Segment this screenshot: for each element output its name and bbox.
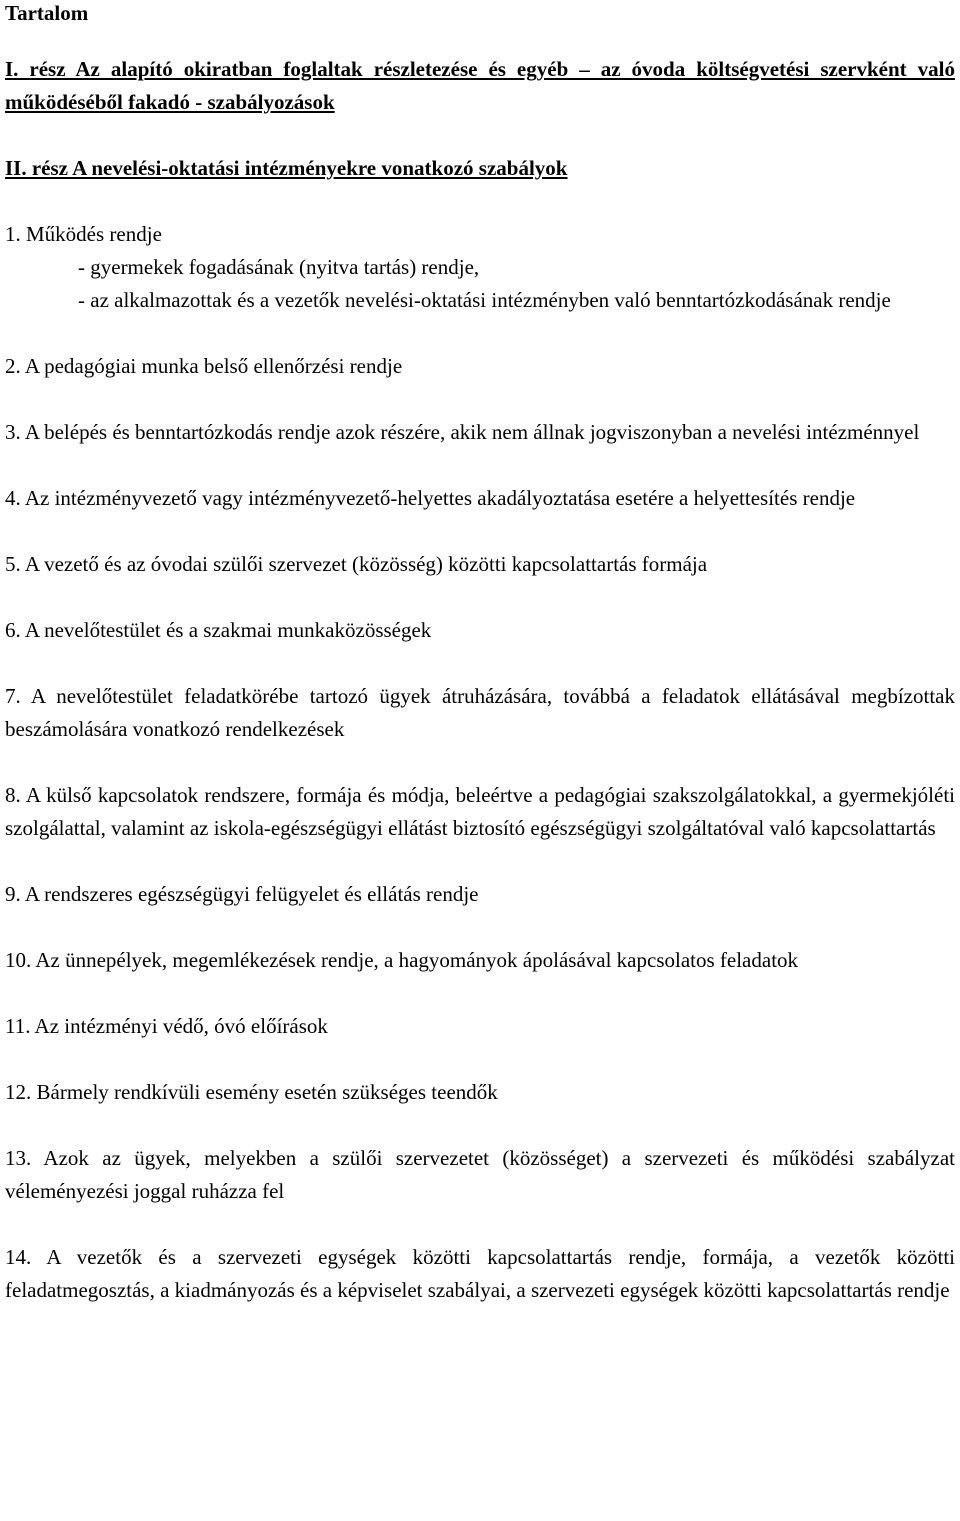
toc-item-8: 8. A külső kapcsolatok rendszere, formája és módja, beleértve a pedagógiai szakszolgálatokkal, a gyermekjóléti szolgálattal, valamint az iskola-egészségügyi ellátást biztosító egészségügyi szolgáltatóval való kapcsolattartás [5, 783, 955, 840]
toc-item-7: 7. A nevelőtestület feladatkörébe tartozó ügyek átruházására, továbbá a feladatok ellátásával megbízottak beszámolására vonatkozó rendelkezések [5, 684, 955, 741]
toc-item-1 [5, 218, 955, 317]
toc-item-3: 3. A belépés és benntartózkodás rendje azok részére, akik nem állnak jogviszonyban a nevelési intézménnyel [5, 420, 920, 444]
toc-item-9: 9. A rendszeres egészségügyi felügyelet és ellátás rendje [5, 882, 479, 906]
toc-item-2: 2. A pedagógiai munka belső ellenőrzési rendje [5, 354, 403, 378]
toc-item-5: 5. A vezető és az óvodai szülői szervezet (közösség) közötti kapcsolattartás formája [5, 552, 708, 576]
toc-part-2: II. rész A nevelési-oktatási intézményekre vonatkozó szabályok [5, 156, 568, 180]
toc-item-14: 14. A vezetők és a szervezeti egységek közötti kapcsolattartás rendje, formája, a vezetők közötti feladatmegosztás, a kiadmányozás és a képviselet szabályai, a szervezeti egységek közötti kapcsolattartás rendje [5, 1245, 955, 1302]
toc-item-1-heading: 1. Működés rendje [5, 222, 162, 246]
toc-part-1: I. rész Az alapító okiratban foglaltak részletezése és egyéb – az óvoda költségvetési szervként való működéséből fakadó - szabályozások [5, 57, 955, 114]
toc-item-12: 12. Bármely rendkívüli esemény esetén szükséges teendők [5, 1080, 498, 1104]
toc-item-1-sub-2: - az alkalmazottak és a vezetők nevelési-oktatási intézményben való benntartózkodásának rendje [78, 288, 891, 312]
toc-item-10: 10. Az ünnepélyek, megemlékezések rendje, a hagyományok ápolásával kapcsolatos feladatok [5, 948, 799, 972]
toc-item-11: 11. Az intézményi védő, óvó előírások [5, 1014, 328, 1038]
toc-item-4: 4. Az intézményvezető vagy intézményvezető-helyettes akadályoztatása esetére a helyettesítés rendje [5, 486, 856, 510]
toc-item-1-sub-1: - gyermekek fogadásának (nyitva tartás) rendje, [78, 255, 480, 279]
toc-item-6: 6. A nevelőtestület és a szakmai munkaközösségek [5, 618, 432, 642]
toc-title: Tartalom [5, 1, 89, 25]
toc-item-13: 13. Azok az ügyek, melyekben a szülői szervezetet (közösséget) a szervezeti és működési szabályzat véleményezési joggal ruházza fel [5, 1146, 955, 1203]
